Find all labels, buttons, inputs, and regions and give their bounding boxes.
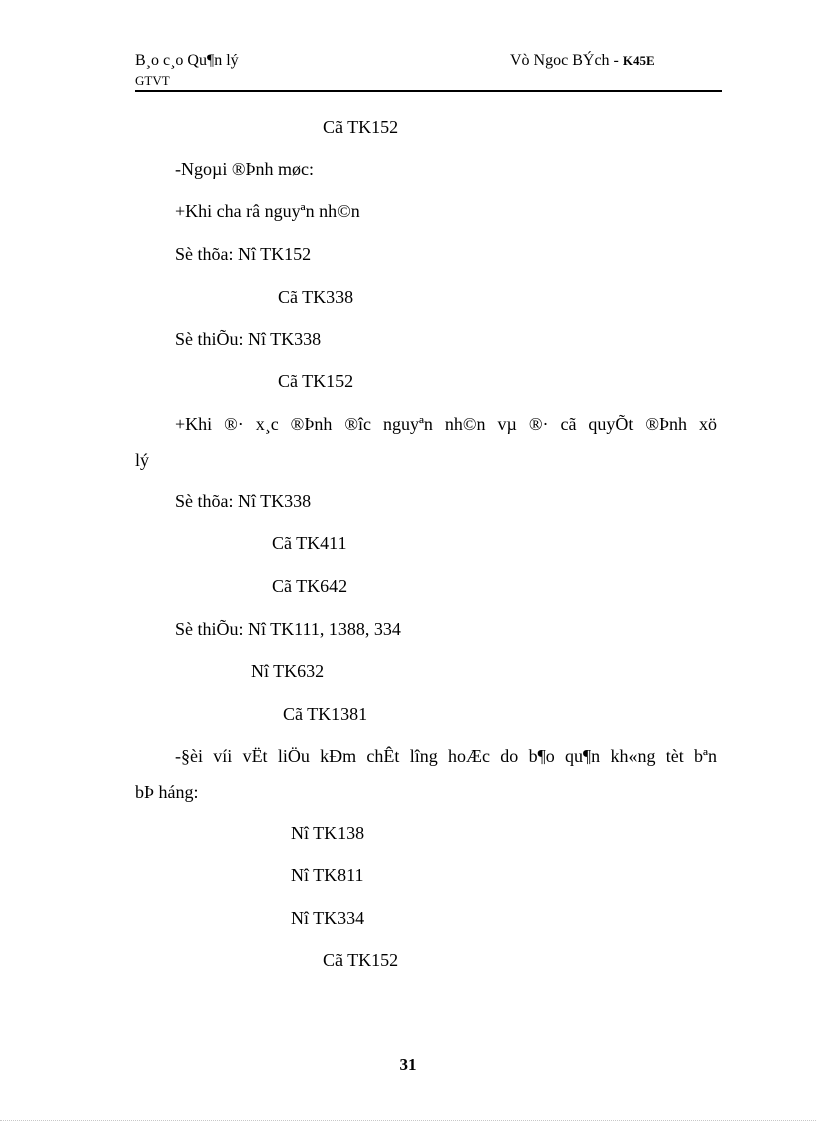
page-bottom-divider: [0, 1120, 816, 1122]
header-right: [510, 52, 655, 70]
text-line: Sè thiÕu: Nî TK338: [175, 329, 322, 349]
header-author-name: Vò Ngoc BÝch -: [510, 52, 623, 69]
header-left-subtitle: GTVT: [135, 73, 170, 88]
text-line: Cã TK152: [323, 950, 399, 970]
text-line: lý: [135, 450, 150, 470]
text-line-justified: -§èi víi vËt liÖu kÐm chÊt lîng hoÆc do b¶o qu¶n kh«ng tèt bªn: [175, 746, 717, 766]
text-line: Sè thõa: Nî TK152: [175, 244, 312, 264]
header-left-title: B¸o c¸o Qu¶n lý: [135, 52, 239, 69]
text-line: Nî TK811: [291, 865, 364, 885]
text-line: Cã TK152: [323, 117, 399, 137]
text-line: Cã TK411: [272, 533, 347, 553]
text-line: Cã TK642: [272, 576, 348, 596]
text-line: bÞ háng:: [135, 782, 199, 802]
text-line: -Ngoµi ®Þnh møc:: [175, 159, 315, 179]
text-line: Cã TK338: [278, 287, 354, 307]
header-class-code: K45E: [622, 53, 655, 68]
text-line: Cã TK1381: [283, 704, 368, 724]
text-line: Cã TK152: [278, 371, 354, 391]
page-number: 31: [399, 1055, 417, 1074]
text-line: Sè thõa: Nî TK338: [175, 491, 312, 511]
text-line: Sè thiÕu: Nî TK111, 1388, 334: [175, 619, 401, 639]
header-rule: [135, 90, 722, 92]
text-line: Nî TK334: [291, 908, 365, 928]
text-line: Nî TK632: [251, 661, 325, 681]
text-line: +Khi cha râ nguyªn nh©n: [175, 201, 360, 221]
text-line: Nî TK138: [291, 823, 365, 843]
text-line-justified: +Khi ®· x¸c ®Þnh ®îc nguyªn nh©n vµ ®· cã quyÕt ®Þnh xö: [175, 414, 717, 434]
